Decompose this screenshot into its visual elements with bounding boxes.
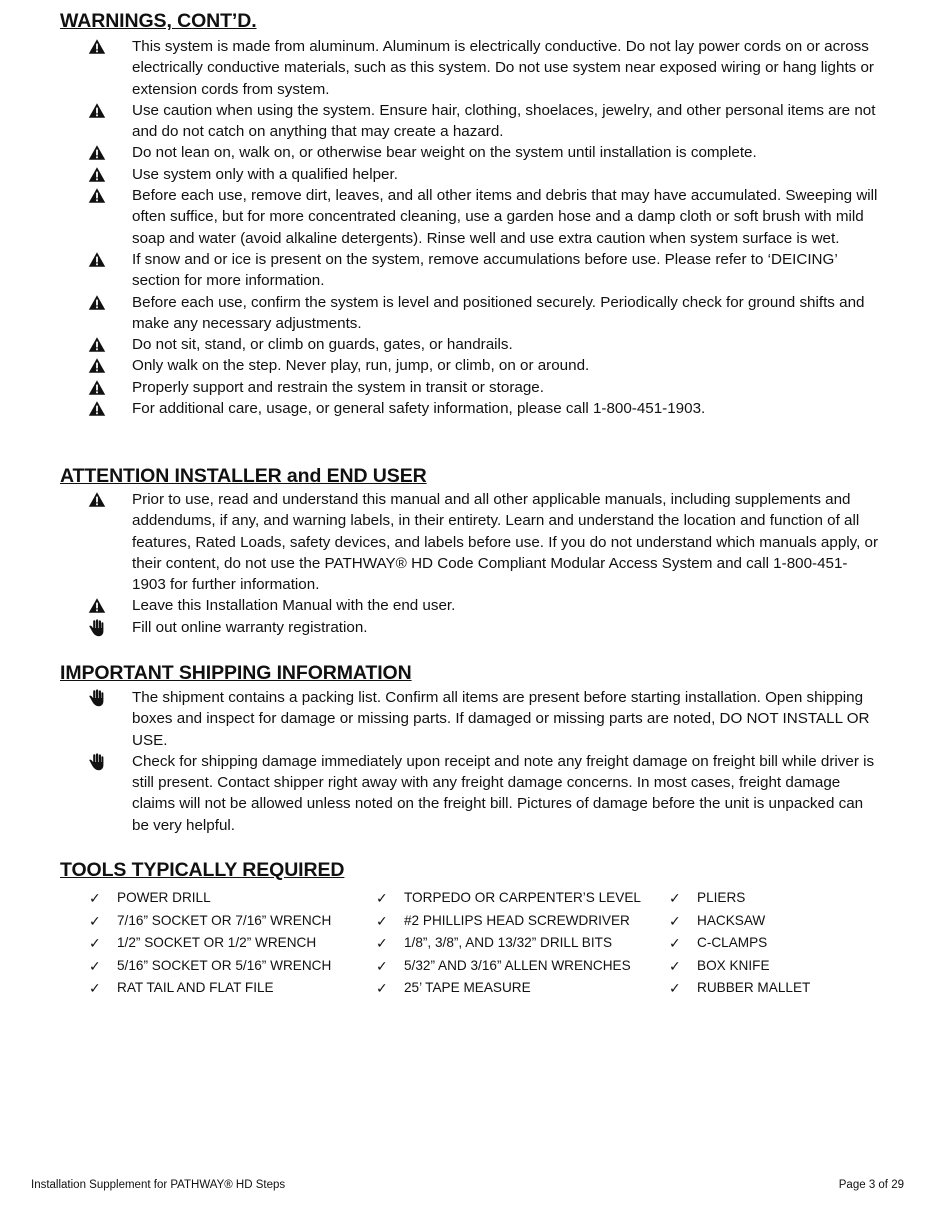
tool-label: POWER DRILL [117,890,211,905]
tool-label: RUBBER MALLET [697,980,811,996]
attention-heading: ATTENTION INSTALLER and END USER [60,465,427,487]
warnings-item [60,377,880,398]
shipping-heading: IMPORTANT SHIPPING INFORMATION [60,662,412,684]
tool-item [60,977,340,1000]
tool-label: 25’ TAPE MEASURE [404,980,531,996]
warnings-item [60,36,880,100]
tool-item [640,887,860,910]
tool-item [347,977,647,1000]
warning-triangle-icon [88,400,106,417]
tool-label: 5/32” AND 3/16” ALLEN WRENCHES [404,957,631,973]
tool-item [347,932,647,955]
warnings-heading: WARNINGS, CONT’D. [60,10,257,32]
warning-triangle-icon [88,336,106,353]
warnings-list [60,36,880,419]
warnings-item [60,100,880,143]
warnings-item-text: This system is made from aluminum. Aluminum is electrically conductive. Do not lay power cords on or across electrically conductive materials, such as this system. Do not use system near exposed wiring or hang lights or extension cords from system. [132,38,874,98]
checkmark-icon: ✓ [376,912,388,929]
checkmark-icon: ✓ [89,912,101,929]
checkmark-icon: ✓ [376,980,388,997]
checkmark-icon: ✓ [89,935,101,952]
checkmark-icon: ✓ [89,980,101,997]
tools-grid [60,887,860,1002]
warnings-item [60,292,880,335]
attention-item-text: Leave this Installation Manual with the end user. [132,597,456,615]
tool-label: TORPEDO OR CARPENTER’S LEVEL [404,890,641,905]
warning-triangle-icon [88,294,106,311]
tool-item [60,910,340,933]
tool-label: C-CLAMPS [697,935,768,951]
warning-triangle-icon [88,491,106,508]
tool-item [640,977,860,1000]
shipping-item [60,687,880,751]
checkmark-icon: ✓ [89,890,101,906]
tool-item [640,932,860,955]
warning-triangle-icon [88,38,106,55]
shipping-list [60,687,880,836]
warning-triangle-icon [88,187,106,204]
warnings-item [60,164,880,185]
warnings-item [60,185,880,249]
shipping-item [60,751,880,836]
warnings-item [60,142,880,163]
footer-document-title: Installation Supplement for PATHWAY® HD Steps [31,1179,286,1191]
checkmark-icon: ✓ [376,890,388,906]
checkmark-icon: ✓ [669,890,681,906]
checkmark-icon: ✓ [669,912,681,929]
warning-triangle-icon [88,166,106,183]
warnings-item-text: Only walk on the step. Never play, run, jump, or climb, on or around. [132,357,590,375]
checkmark-icon: ✓ [376,935,388,952]
warnings-item-text: Properly support and restrain the system in transit or storage. [132,378,544,396]
checkmark-icon: ✓ [669,980,681,997]
hand-icon [88,619,106,636]
tool-item [60,932,340,955]
attention-item [60,617,880,638]
warnings-item-text: Do not lean on, walk on, or otherwise bear weight on the system until installation is complete. [132,144,757,162]
checkmark-icon: ✓ [669,957,681,974]
tool-label: 1/2” SOCKET OR 1/2” WRENCH [117,935,317,951]
attention-item-text: Prior to use, read and understand this manual and all other applicable manuals, including supplements and addendums, if any, and warning labels, in their entirety. Learn and understand the location and function of all features, Rated Loads, safety devices, and labels before use. If you do not understand which manuals apply, or their content, do not use the PATHWAY® HD Code Compliant Modular Access System and call 1-800-451-1903 for further information. [132,491,879,594]
footer-page-number: Page 3 of 29 [838,1179,904,1191]
hand-icon [88,753,106,770]
warning-triangle-icon [88,357,106,374]
warnings-item-text: If snow and or ice is present on the system, remove accumulations before use. Please refer to ‘DEICING’ section for more information. [132,250,838,290]
attention-item [60,595,880,616]
warning-triangle-icon [88,379,106,396]
warning-triangle-icon [88,251,106,268]
tool-label: 7/16” SOCKET OR 7/16” WRENCH [117,912,332,928]
shipping-item-text: The shipment contains a packing list. Confirm all items are present before starting installation. Open shipping boxes and inspect for damage or missing parts. If damaged or missing parts are noted, DO NOT INSTALL OR USE. [132,689,870,749]
tool-label: PLIERS [697,890,746,905]
warnings-item-text: Use system only with a qualified helper. [132,165,398,183]
checkmark-icon: ✓ [89,957,101,974]
tool-item [347,955,647,978]
tool-item [640,910,860,933]
warnings-item [60,334,880,355]
tool-label: BOX KNIFE [697,957,770,973]
tool-label: #2 PHILLIPS HEAD SCREWDRIVER [404,912,630,928]
tool-item [640,955,860,978]
tool-label: HACKSAW [697,912,766,928]
tools-column-2 [347,887,647,1000]
checkmark-icon: ✓ [376,957,388,974]
checkmark-icon: ✓ [669,935,681,952]
warnings-item [60,355,880,376]
tools-column-1 [60,887,340,1000]
warnings-item-text: Do not sit, stand, or climb on guards, gates, or handrails. [132,336,513,354]
attention-item [60,489,880,595]
warnings-item-text: Before each use, confirm the system is level and positioned securely. Periodically check for ground shifts and make any necessary adjustments. [132,293,865,332]
warnings-item [60,398,880,419]
shipping-item-text: Check for shipping damage immediately upon receipt and note any freight damage on freight bill while driver is still present. Contact shipper right away with any freight damage concerns. In most cases, freight damage claims will not be allowed unless noted on the freight bill. Pictures of damage before the unit is unpacked can be very helpful. [132,752,875,834]
tools-column-3 [640,887,860,1000]
tool-label: 5/16” SOCKET OR 5/16” WRENCH [117,957,332,973]
warnings-item-text: For additional care, usage, or general safety information, please call 1-800-451-1903. [132,400,706,418]
tool-item [60,887,340,910]
warnings-item [60,249,880,292]
warnings-item-text: Use caution when using the system. Ensure hair, clothing, shoelaces, jewelry, and other personal items are not and do not catch on anything that may create a hazard. [132,101,876,141]
attention-list [60,489,880,638]
warning-triangle-icon [88,102,106,119]
tool-item [60,955,340,978]
hand-icon [88,689,106,706]
warning-triangle-icon [88,597,106,614]
warnings-item-text: Before each use, remove dirt, leaves, and all other items and debris that may have accumulated. Sweeping will often suffice, but for more concentrated cleaning, use a garden hose and a damp cloth or soft brush with mild soap and water (avoid alkaline detergents). Rinse well and use extra caution when system surface is wet. [132,187,878,247]
tools-heading: TOOLS TYPICALLY REQUIRED [60,859,345,881]
attention-item-text: Fill out online warranty registration. [132,618,368,636]
tool-label: 1/8”, 3/8”, AND 13/32” DRILL BITS [404,935,613,951]
warning-triangle-icon [88,144,106,161]
tool-label: RAT TAIL AND FLAT FILE [117,980,274,996]
tool-item [347,887,647,910]
tool-item [347,910,647,933]
